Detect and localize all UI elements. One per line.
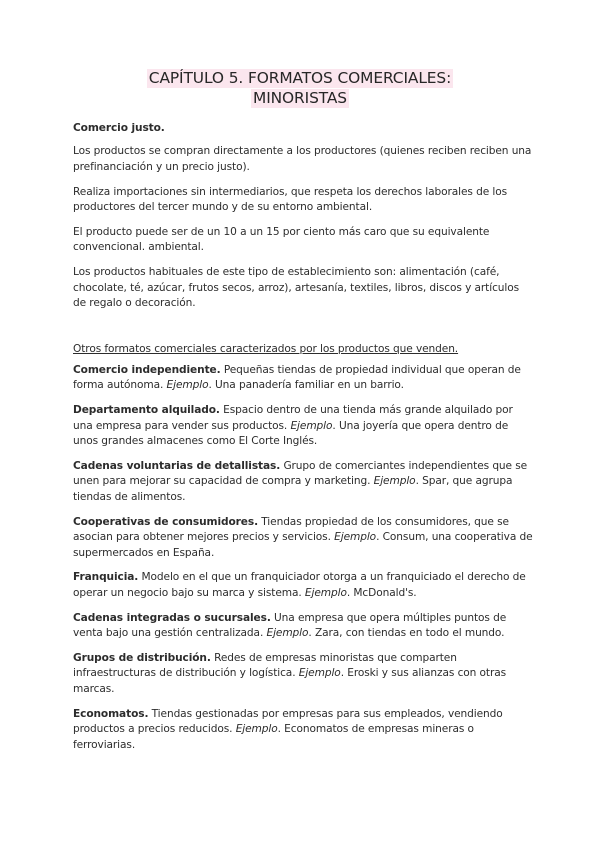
comercio-justo-heading: Comercio justo. (73, 122, 165, 134)
example-label: Ejemplo (166, 379, 209, 392)
example-label: Ejemplo (298, 667, 341, 680)
example-text: . Consum, una cooperativa de supermercados en España. (73, 531, 533, 559)
term: Economatos. (73, 707, 149, 720)
term: Cooperativas de consumidores. (73, 515, 258, 528)
description: Una empresa que opera múltiples puntos de venta bajo una gestión centralizada. (73, 611, 507, 640)
example-text: . Una panadería familiar en un barrio. (208, 379, 404, 392)
list-item (73, 403, 533, 449)
description: Grupo de comerciantes independientes que se unen para mejorar su capacidad de compra y marketing. (73, 460, 528, 488)
paragraph: Los productos se compran directamente a los productores (quienes reciben reciben una prefinanciación y un precio justo). (73, 145, 532, 173)
paragraph: Realiza importaciones sin intermediarios, que respeta los derechos laborales de los productores del tercer mundo y de su entorno ambiental. (73, 185, 508, 214)
term: Franquicia. (73, 571, 139, 584)
example-text: . Una joyería que opera dentro de unos grandes almacenes como El Corte Inglés. (73, 419, 509, 448)
description: Espacio dentro de una tienda más grande alquilado por una empresa para vender sus productos. (73, 404, 513, 432)
description: Tiendas gestionadas por empresas para sus empleados, vendiendo productos a precios reducidos. (73, 707, 503, 736)
list-item (73, 363, 533, 394)
list-item (73, 611, 533, 642)
term: Grupos de distribución. (73, 652, 211, 665)
example-text: . Spar, que agrupa tiendas de alimentos. (73, 475, 513, 503)
section-title: Otros formatos comerciales caracterizados por los productos que venden. (73, 342, 459, 355)
paragraph: Los productos habituales de este tipo de establecimiento son: alimentación (café, chocolate, té, azúcar, frutos secos, arroz), artesanía, textiles, libros, discos y artículos de regalo o decoración. (73, 266, 520, 310)
term: Cadenas voluntarias de detallistas. (73, 460, 281, 472)
example-label: Ejemplo (290, 419, 333, 432)
title-line-2: MINORISTAS (253, 89, 347, 107)
title-line-1: CAPÍTULO 5. FORMATOS COMERCIALES: (148, 69, 452, 87)
list-item (73, 515, 533, 561)
example-text: . McDonald's. (346, 586, 417, 599)
page-title (0, 68, 600, 108)
description: Redes de empresas minoristas que comparten infraestructuras de distribución y logística. (73, 652, 457, 680)
example-label: Ejemplo (304, 586, 347, 599)
description: Pequeñas tiendas de propiedad individual que operan de forma autónoma. (73, 363, 521, 392)
term: Cadenas integradas o sucursales. (73, 611, 271, 624)
description: Modelo en el que un franquiciador otorga a un franquiciado el derecho de operar un negocio bajo su marca y sistema. (73, 571, 526, 599)
term: Comercio independiente. (73, 363, 221, 376)
list-item (73, 459, 533, 505)
example-text: . Economatos de empresas mineras o ferroviarias. (73, 723, 474, 751)
paragraph: El producto puede ser de un 10 a un 15 por ciento más caro que su equivalente convencional. ambiental. (73, 226, 490, 254)
example-text: . Eroski y sus alianzas con otras marcas. (73, 667, 507, 695)
term: Departamento alquilado. (73, 404, 220, 417)
example-label: Ejemplo (373, 475, 416, 488)
example-label: Ejemplo (235, 723, 278, 736)
example-label: Ejemplo (334, 531, 377, 544)
example-label: Ejemplo (266, 627, 309, 640)
description: Tiendas propiedad de los consumidores, que se asocian para obtener mejores precios y servicios. (73, 515, 509, 544)
document-body (73, 121, 533, 763)
list-item (73, 651, 533, 697)
list-item (73, 570, 533, 601)
list-item (73, 707, 533, 753)
example-text: . Zara, con tiendas en todo el mundo. (308, 627, 505, 640)
